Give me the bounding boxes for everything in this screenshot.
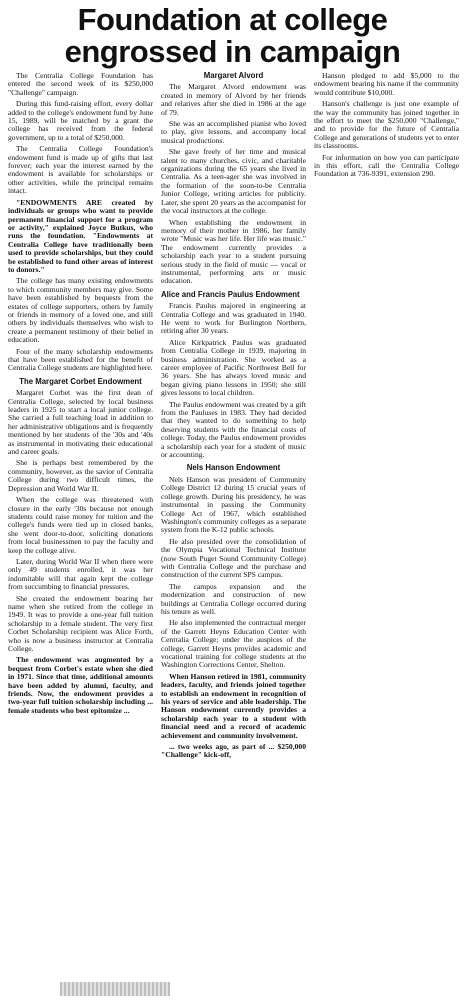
section-heading-paulus: Alice and Francis Paulus Endowment — [161, 289, 300, 299]
paragraph: The Centralia College Foundation's endowment fund is made up of gifts that last forever; each year the interest earned by the endowment is available for scholarships or other activities, while the principal remains intact. — [8, 144, 153, 196]
paragraph: Francis Paulus majored in engineering at Centralia College and was graduated in 1940. He went to work for Burlington Northern, retiring after 30 years. — [161, 301, 306, 336]
paragraph: When the college was threatened with closure in the early '30s because not enough students could raise money for tuition and the college's funds were tied up in closed banks, she went door-to-door, soliciting donations from local businessmen to pay the faculty and keep the college alive. — [8, 495, 153, 555]
scan-smudge — [60, 982, 170, 996]
headline: Foundation at college engrossed in campaign — [64, 2, 401, 69]
paragraph: She was an accomplished pianist who loved to play, give lessons, and accompany local musical productions. — [161, 119, 306, 145]
column-1 — [8, 72, 153, 1000]
section-heading-corbet: The Margaret Corbet Endowment — [19, 376, 142, 386]
paragraph: She is perhaps best remembered by the community, however, as the savior of Centralia College during two difficult times, the Depression and World War II. — [8, 458, 153, 493]
column-3 — [314, 72, 459, 1000]
paragraph: He also implemented the contractual merger of the Garrett Heyns Education Center with Centralia College; under the auspices of the college, Garrett Heyns provides academic and vocational training for college students at the Washington Corrections Center, Shelton. — [161, 618, 306, 670]
paragraph: Margaret Corbet was the first dean of Centralia College, selected by local business leaders in 1925 to start a local junior college. She carried a full teaching load in addition to her administrative obligations and is frequently mentioned by her students of the '30s and '40s as instrumental in motivating their educational and career goals. — [8, 388, 153, 457]
paragraph: Hanson pledged to add $5,000 to the endowment bearing his name if the community would contribute $10,000. — [314, 72, 459, 97]
paragraph: The Centralia College Foundation has entered the second week of its $250,000 "Challenge" campaign. — [8, 72, 153, 97]
paragraph: When establishing the endowment in memory of their mother in 1986, her family wrote "Music was her life. Her life was music." The endowment currently provides a scholarship each year to a student pursuing serious study in the field of music — vocal or instrumental, performing arts or music education. — [161, 217, 306, 286]
column-2 — [161, 72, 306, 1000]
paragraph: Later, during World War II when there were only 49 students enrolled, it was her indomitable will that again kept the college from succumbing to financial pressures. — [8, 556, 153, 592]
section-heading-alvord: Margaret Alvord — [203, 72, 264, 80]
paragraph: ... two weeks ago, as part of ... $250,000 "Challenge" kick-off, — [161, 742, 306, 760]
paragraph: She created the endowment bearing her name when she retired from the college in 1949. It was to provide a one-year full tuition scholarship to a female student. The very first Corbet Scholarship recipient was Alice Forth, who is now a business instructor at Centralia College. — [8, 593, 153, 653]
paragraph: The Margaret Alvord endowment was created in memory of Alvord by her friends and relatives after she died in 1986 at the age of 79. — [161, 82, 306, 117]
paragraph: Alice Kirkpatrick Paulus was graduated from Centralia College in 1939, majoring in business administration. She worked as a career employee of Pacific Northwest Bell for 36 years. She has always loved music and began giving piano lessons in 1950; she still gives lessons to local children. — [161, 337, 306, 398]
paragraph: He also presided over the consolidation of the Olympia Vocational Technical Institute (now South Puget Sound Community College) with Centralia College and the purchase and construction of the current SPS campus. — [161, 536, 306, 580]
article-columns — [8, 72, 459, 1000]
paragraph: When Hanson retired in 1981, community leaders, faculty, and friends joined together to establish an endowment in recognition of his years of service and able leadership. The Hanson endowment currently provides a scholarship each year to a student with financial need and a record of academic achievement and community involvement. — [161, 671, 306, 740]
paragraph: For information on how you can participate in this effort, call the Centralia College Foundation at 736-9391, extension 290. — [314, 152, 459, 179]
paragraph: Nels Hanson was president of Community College District 12 during 15 crucial years of college growth. During his presidency, he was instrumental in passing the Community College Act of 1967, which established Washington's community colleges as a separate system from the K-12 public schools. — [161, 474, 306, 535]
paragraph: The college has many existing endowments to which community members may give. Some have been established by bequests from the estates of college supporters, others by family or friends in memory of a loved one, and still others by individuals themselves who wish to create a permanent testimony of their belief in education. — [8, 276, 153, 345]
section-heading-hanson: Nels Hanson Endowment — [186, 463, 281, 473]
paragraph: "ENDOWMENTS ARE created by individuals or groups who want to provide permanent financial support for a program or activity," explained Joyce Butkus, who runs the foundation. "Endowments at Centralia College have traditionally been used to provide scholarships, but they could be established to fund other areas of interest to donors." — [8, 197, 153, 274]
paragraph: Hanson's challenge is just one example of the way the community has joined together in the effort to meet the $250,000 "Challenge," and to provide for the future of Centralia College and generations of students yet to enter its classrooms. — [314, 99, 459, 151]
paragraph: She gave freely of her time and musical talent to many churches, civic, and charitable organizations during the 65 years she lived in Centralia. As a teen-ager she was involved in the formation of the soon-to-be Centralia Junior College, writing articles for publicity. Later, she spent 20 years as the accompanist for the vocal instructors at the college. — [161, 147, 306, 216]
paragraph: The campus expansion and the modernization and construction of new buildings at Centralia College occurred during his tenure as well. — [161, 581, 306, 616]
paragraph: The endowment was augmented by a bequest from Corbet's estate when she died in 1971. Since that time, additional amounts have been added by alumni, faculty, and friends. Now, the endowment provides a two-year full tuition scholarship including ... female students who best epitomize ... — [8, 655, 153, 715]
paragraph: The Paulus endowment was created by a gift from the Pauluses in 1983. They had decided that they wanted to do something to help deserving students with the financial costs of college. Today, the Paulus endowment provides a scholarship each year for a student of music or accounting. — [161, 399, 306, 460]
paragraph: Four of the many scholarship endowments that have been established for the benefit of Centralia College students are highlighted here. — [8, 346, 153, 373]
paragraph: During this fund-raising effort, every dollar added to the college's endowment fund by June 15, 1989, will be matched by a grant the college has received from the federal government, up to a total of $250,000. — [8, 99, 153, 142]
